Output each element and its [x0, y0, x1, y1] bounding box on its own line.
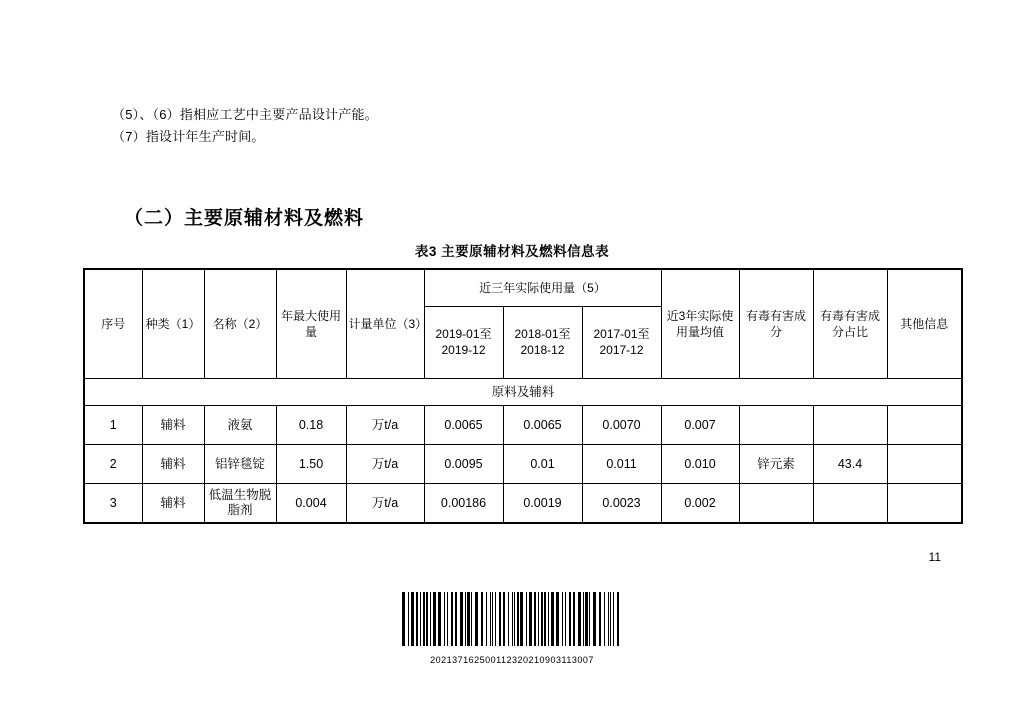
- cell-year-2017: 0.011: [582, 445, 661, 484]
- cell-year-2017: 0.0070: [582, 406, 661, 445]
- table-row: [84, 484, 962, 524]
- cell-avg3: 0.010: [661, 445, 739, 484]
- cell-name: 液氨: [204, 406, 276, 445]
- page-number: 11: [928, 550, 941, 564]
- cell-seq: 2: [84, 445, 142, 484]
- cell-max-annual: 0.004: [276, 484, 346, 524]
- cell-toxic-component: [739, 406, 813, 445]
- th-category: 种类（1）: [142, 269, 204, 379]
- table-row: [84, 445, 962, 484]
- cell-other: [887, 406, 962, 445]
- cell-year-2019: 0.00186: [424, 484, 503, 524]
- cell-avg3: 0.002: [661, 484, 739, 524]
- section-row-label: 原料及辅料: [84, 379, 962, 406]
- cell-toxic-ratio: 43.4: [813, 445, 887, 484]
- table-row: [84, 406, 962, 445]
- footnote-line-1: （5）、（6）指相应工艺中主要产品设计产能。: [112, 107, 378, 122]
- cell-unit: 万t/a: [346, 484, 424, 524]
- th-other: 其他信息: [887, 269, 962, 379]
- footnote-line-2: （7）指设计年生产时间。: [112, 129, 265, 144]
- cell-year-2018: 0.0065: [503, 406, 582, 445]
- cell-year-2017: 0.0023: [582, 484, 661, 524]
- cell-year-2018: 0.01: [503, 445, 582, 484]
- barcode-image: [402, 592, 622, 646]
- materials-table: [83, 268, 963, 524]
- th-recent-group: 近三年实际使用量（5）: [424, 269, 661, 306]
- cell-max-annual: 1.50: [276, 445, 346, 484]
- cell-other: [887, 445, 962, 484]
- cell-category: 辅料: [142, 484, 204, 524]
- cell-toxic-ratio: [813, 484, 887, 524]
- cell-year-2018: 0.0019: [503, 484, 582, 524]
- th-unit: 计量单位（3）: [346, 269, 424, 379]
- th-year-2019: 2019-01至2019-12: [424, 306, 503, 378]
- cell-other: [887, 484, 962, 524]
- th-name: 名称（2）: [204, 269, 276, 379]
- materials-table-wrapper: [83, 268, 949, 524]
- cell-unit: 万t/a: [346, 406, 424, 445]
- cell-category: 辅料: [142, 445, 204, 484]
- th-year-2018: 2018-01至2018-12: [503, 306, 582, 378]
- th-year-2017: 2017-01至2017-12: [582, 306, 661, 378]
- footnotes-block: [112, 104, 378, 148]
- barcode-area: [0, 592, 1024, 665]
- th-toxic-component: 有毒有害成分: [739, 269, 813, 379]
- th-avg3: 近3年实际使用量均值: [661, 269, 739, 379]
- cell-max-annual: 0.18: [276, 406, 346, 445]
- table-caption: 表3 主要原辅材料及燃料信息表: [414, 244, 610, 259]
- cell-toxic-component: [739, 484, 813, 524]
- cell-name: 低温生物脱脂剂: [204, 484, 276, 524]
- cell-toxic-ratio: [813, 406, 887, 445]
- cell-category: 辅料: [142, 406, 204, 445]
- cell-year-2019: 0.0095: [424, 445, 503, 484]
- th-seq: 序号: [84, 269, 142, 379]
- th-toxic-ratio: 有毒有害成分占比: [813, 269, 887, 379]
- cell-year-2019: 0.0065: [424, 406, 503, 445]
- barcode-number: 202137162500112320210903113007: [430, 655, 594, 665]
- cell-name: 铝锌毯锭: [204, 445, 276, 484]
- cell-avg3: 0.007: [661, 406, 739, 445]
- th-max-annual: 年最大使用量: [276, 269, 346, 379]
- cell-seq: 3: [84, 484, 142, 524]
- cell-seq: 1: [84, 406, 142, 445]
- cell-toxic-component: 锌元素: [739, 445, 813, 484]
- table-section-row: [84, 379, 962, 406]
- cell-unit: 万t/a: [346, 445, 424, 484]
- section-heading: （二）主要原辅材料及燃料: [124, 208, 365, 229]
